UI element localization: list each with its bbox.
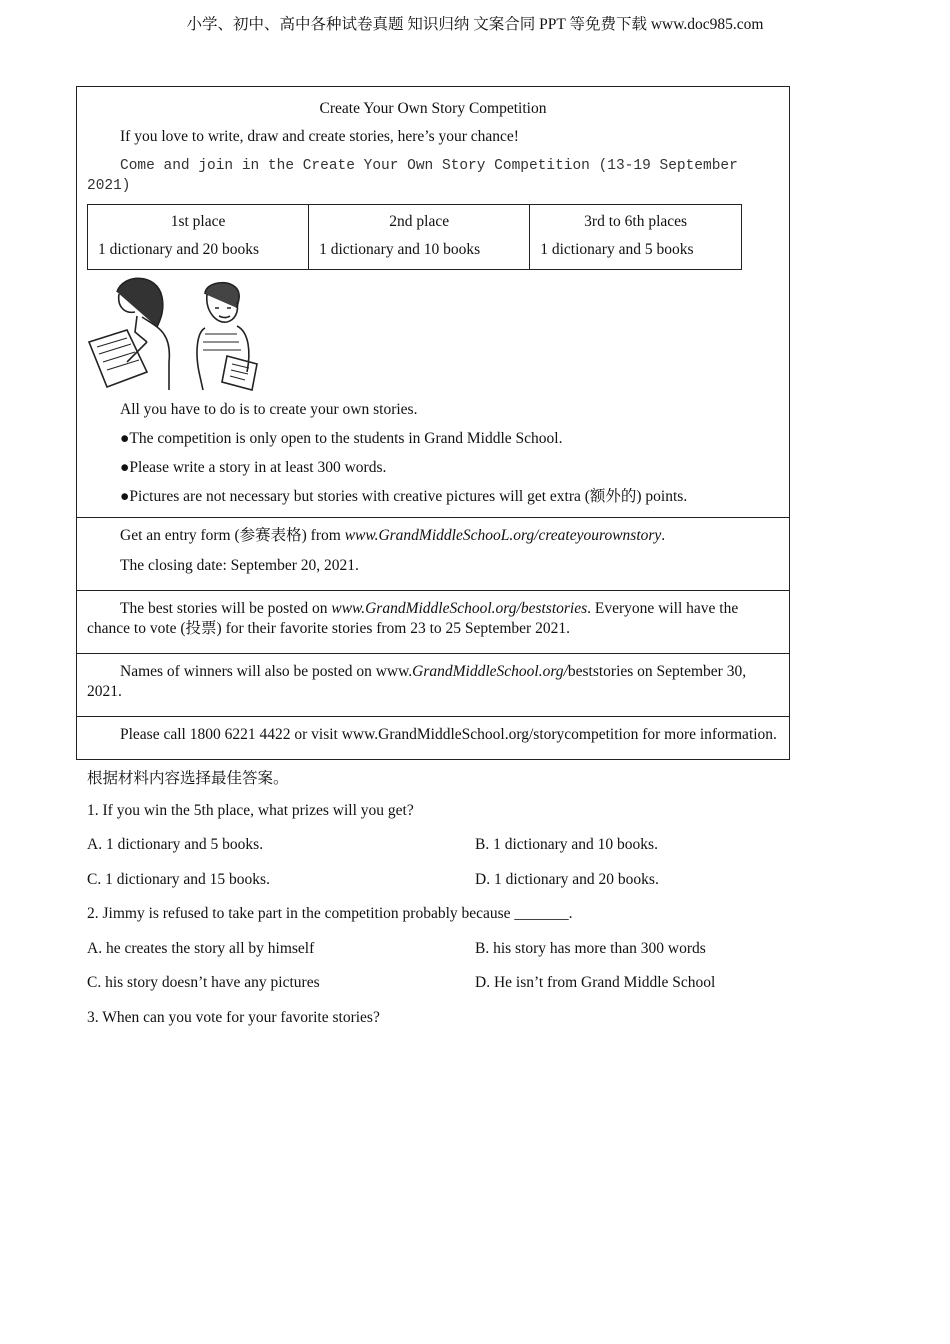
prize-place: 1st place <box>88 205 309 237</box>
option-2c[interactable]: C. his story doesn’t have any pictures <box>87 974 320 991</box>
question-1: 1. If you win the 5th place, what prizes will you get? <box>87 802 414 819</box>
notice-task: All you have to do is to create your own stories. <box>120 401 418 418</box>
prize-award: 1 dictionary and 10 books <box>309 236 530 270</box>
option-1d[interactable]: D. 1 dictionary and 20 books. <box>475 871 659 888</box>
best-stories-section <box>77 590 789 653</box>
option-2d[interactable]: D. He isn’t from Grand Middle School <box>475 974 716 991</box>
best-url[interactable]: www.GrandMiddleSchool.org/beststories <box>331 600 588 617</box>
best-stories-text <box>87 599 779 639</box>
prize-award: 1 dictionary and 20 books <box>88 236 309 270</box>
winners-text <box>87 662 779 702</box>
winners-post: beststories on September 30, 2021. <box>87 663 747 700</box>
notice-title: Create Your Own Story Competition <box>319 100 547 117</box>
prize-table <box>87 204 742 270</box>
entry-section <box>77 517 789 590</box>
option-2a[interactable]: A. he creates the story all by himself <box>87 940 315 957</box>
illustration <box>87 272 779 394</box>
prize-place: 3rd to 6th places <box>530 205 742 237</box>
option-2b[interactable]: B. his story has more than 300 words <box>475 940 706 957</box>
notice-intro: If you love to write, draw and create stories, here’s your chance! <box>120 128 519 145</box>
contact-text: Please call 1800 6221 4422 or visit www.GrandMiddleSchool.org/storycompetition for more information. <box>120 726 777 743</box>
winners-section <box>77 653 789 716</box>
entry-text: Get an entry form (参赛表格) from <box>120 527 345 544</box>
contact-section <box>77 716 789 759</box>
page-header: 小学、初中、高中各种试卷真题 知识归纳 文案合同 PPT 等免费下载 www.doc985.com <box>186 16 764 33</box>
entry-url[interactable]: www.GrandMiddleSchooL.org/createyourownstory <box>344 527 662 544</box>
notice-join: Come and join in the Create Your Own Story Competition (13-19 September 2021) <box>87 158 738 194</box>
winners-pre: Names of winners will also be posted on www. <box>120 663 413 680</box>
entry-line <box>87 526 779 546</box>
option-1c[interactable]: C. 1 dictionary and 15 books. <box>87 871 270 888</box>
winners-url[interactable]: GrandMiddleSchool.org/ <box>412 663 568 680</box>
question-3: 3. When can you vote for your favorite stories? <box>87 1009 380 1026</box>
entry-end: . <box>661 527 666 544</box>
best-pre: The best stories will be posted on <box>120 600 332 617</box>
notice-main-section <box>77 87 789 517</box>
instruction: 根据材料内容选择最佳答案。 <box>87 770 289 787</box>
rule-item: ●Pictures are not necessary but stories with creative pictures will get extra (额外的) points. <box>120 488 688 505</box>
closing-date: The closing date: September 20, 2021. <box>120 557 359 574</box>
competition-notice <box>76 86 790 760</box>
rule-item: ●Please write a story in at least 300 words. <box>120 459 387 476</box>
question-2: 2. Jimmy is refused to take part in the competition probably because _______. <box>87 905 573 922</box>
prize-award: 1 dictionary and 5 books <box>530 236 742 270</box>
option-1a[interactable]: A. 1 dictionary and 5 books. <box>87 836 264 853</box>
option-1b[interactable]: B. 1 dictionary and 10 books. <box>475 836 658 853</box>
rule-item: ●The competition is only open to the students in Grand Middle School. <box>120 430 563 447</box>
best-post: . Everyone will have the chance to vote (投票) for their favorite stories from 23 to 25 September 2021. <box>87 600 739 637</box>
children-writing-illustration <box>87 272 287 394</box>
prize-place: 2nd place <box>309 205 530 237</box>
